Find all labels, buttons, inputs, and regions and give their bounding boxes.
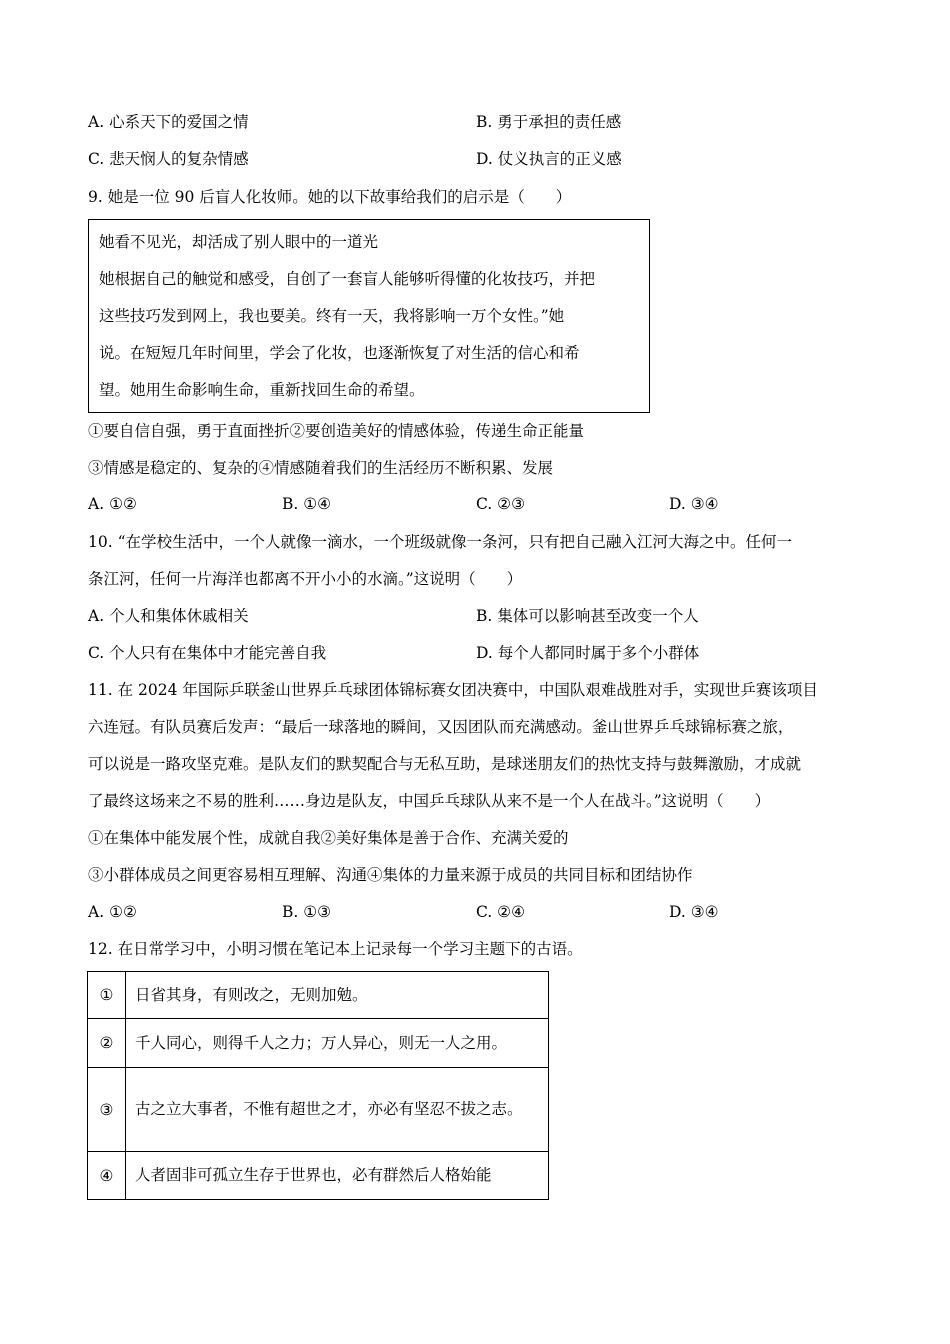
q9-statements-2: ③情感是稳定的、复杂的④情感随着我们的生活经历不断积累、发展 (88, 459, 554, 477)
row-number: ② (88, 1019, 126, 1068)
q9-option-b: B. ①④ (282, 495, 332, 513)
q11-statements-1: ①在集体中能发展个性，成就自我②美好集体是善于合作、充满关爱的 (88, 829, 569, 847)
q11-option-a: A. ①② (88, 903, 137, 921)
q10-option-b: B. 集体可以影响甚至改变一个人 (476, 607, 699, 625)
quote-text: 日省其身，有则改之，无则加勉。 (126, 972, 549, 1019)
q9-material-line: 这些技巧发到网上，我也要美。终有一天，我将影响一万个女性。”她 (99, 307, 565, 325)
q12-quotes-table (87, 971, 549, 1200)
q11-stem-4: 了最终这场来之不易的胜利……身边是队友，中国乒乓球队从来不是一个人在战斗。”这说明（ ） (88, 792, 771, 810)
q9-option-d: D. ③④ (669, 495, 719, 513)
row-number: ① (88, 972, 126, 1019)
q8-option-b: B. 勇于承担的责任感 (476, 113, 622, 131)
q8-option-a: A. 心系天下的爱国之情 (88, 113, 249, 131)
q8-option-d: D. 仗义执言的正义感 (476, 150, 622, 168)
q10-option-c: C. 个人只有在集体中才能完善自我 (88, 644, 327, 662)
q10-option-a: A. 个人和集体休戚相关 (88, 607, 249, 625)
q10-stem-2: 条江河，任何一片海洋也都离不开小小的水滴。”这说明（ ） (88, 570, 523, 588)
quote-text: 古之立大事者，不惟有超世之才，亦必有坚忍不拔之志。 (126, 1068, 549, 1152)
q11-stem-3: 可以说是一路攻坚克难。是队友们的默契配合与无私互助，是球迷朋友们的热忱支持与鼓舞激励，才成就 (88, 755, 802, 773)
q11-option-c: C. ②④ (476, 903, 525, 921)
q11-statements-2: ③小群体成员之间更容易相互理解、沟通④集体的力量来源于成员的共同目标和团结协作 (88, 866, 693, 884)
table-row (88, 1019, 549, 1068)
q9-stem: 9. 她是一位 90 后盲人化妆师。她的以下故事给我们的启示是（ ） (88, 188, 572, 206)
row-number: ④ (88, 1152, 126, 1200)
q9-statements-1: ①要自信自强，勇于直面挫折②要创造美好的情感体验，传递生命正能量 (88, 422, 585, 440)
q11-option-d: D. ③④ (669, 903, 719, 921)
q11-option-b: B. ①③ (282, 903, 332, 921)
quote-text: 千人同心，则得千人之力；万人异心，则无一人之用。 (126, 1019, 549, 1068)
q10-stem-1: 10. “在学校生活中，一个人就像一滴水，一个班级就像一条河，只有把自己融入江河大海之中。任何一 (88, 533, 793, 551)
q12-stem: 12. 在日常学习中，小明习惯在笔记本上记录每一个学习主题下的古语。 (88, 940, 583, 958)
q9-option-c: C. ②③ (476, 495, 525, 513)
q9-option-a: A. ①② (88, 495, 137, 513)
q9-material-line: 她根据自己的触觉和感受，自创了一套盲人能够听得懂的化妆技巧，并把 (99, 270, 596, 288)
row-number: ③ (88, 1068, 126, 1152)
q10-option-d: D. 每个人都同时属于多个小群体 (476, 644, 700, 662)
q9-material-line: 望。她用生命影响生命，重新找回生命的希望。 (99, 381, 425, 399)
table-row (88, 972, 549, 1019)
table-row (88, 1068, 549, 1152)
q9-material-line: 她看不见光，却活成了别人眼中的一道光 (99, 233, 379, 251)
q8-option-c: C. 悲天悯人的复杂情感 (88, 150, 249, 168)
q11-stem-2: 六连冠。有队员赛后发声：“最后一球落地的瞬间，又因团队而充满感动。釜山世界乒乓球锦标赛之旅， (88, 718, 794, 736)
q9-material-line: 说。在短短几年时间里，学会了化妆，也逐渐恢复了对生活的信心和希 (99, 344, 580, 362)
quote-text: 人者固非可孤立生存于世界也，必有群然后人格始能 (126, 1152, 549, 1200)
q9-material-box (88, 219, 650, 413)
q11-stem-1: 11. 在 2024 年国际乒联釜山世界乒乓球团体锦标赛女团决赛中，中国队艰难战胜对手，实现世乒赛该项目 (88, 681, 818, 699)
table-row (88, 1152, 549, 1200)
